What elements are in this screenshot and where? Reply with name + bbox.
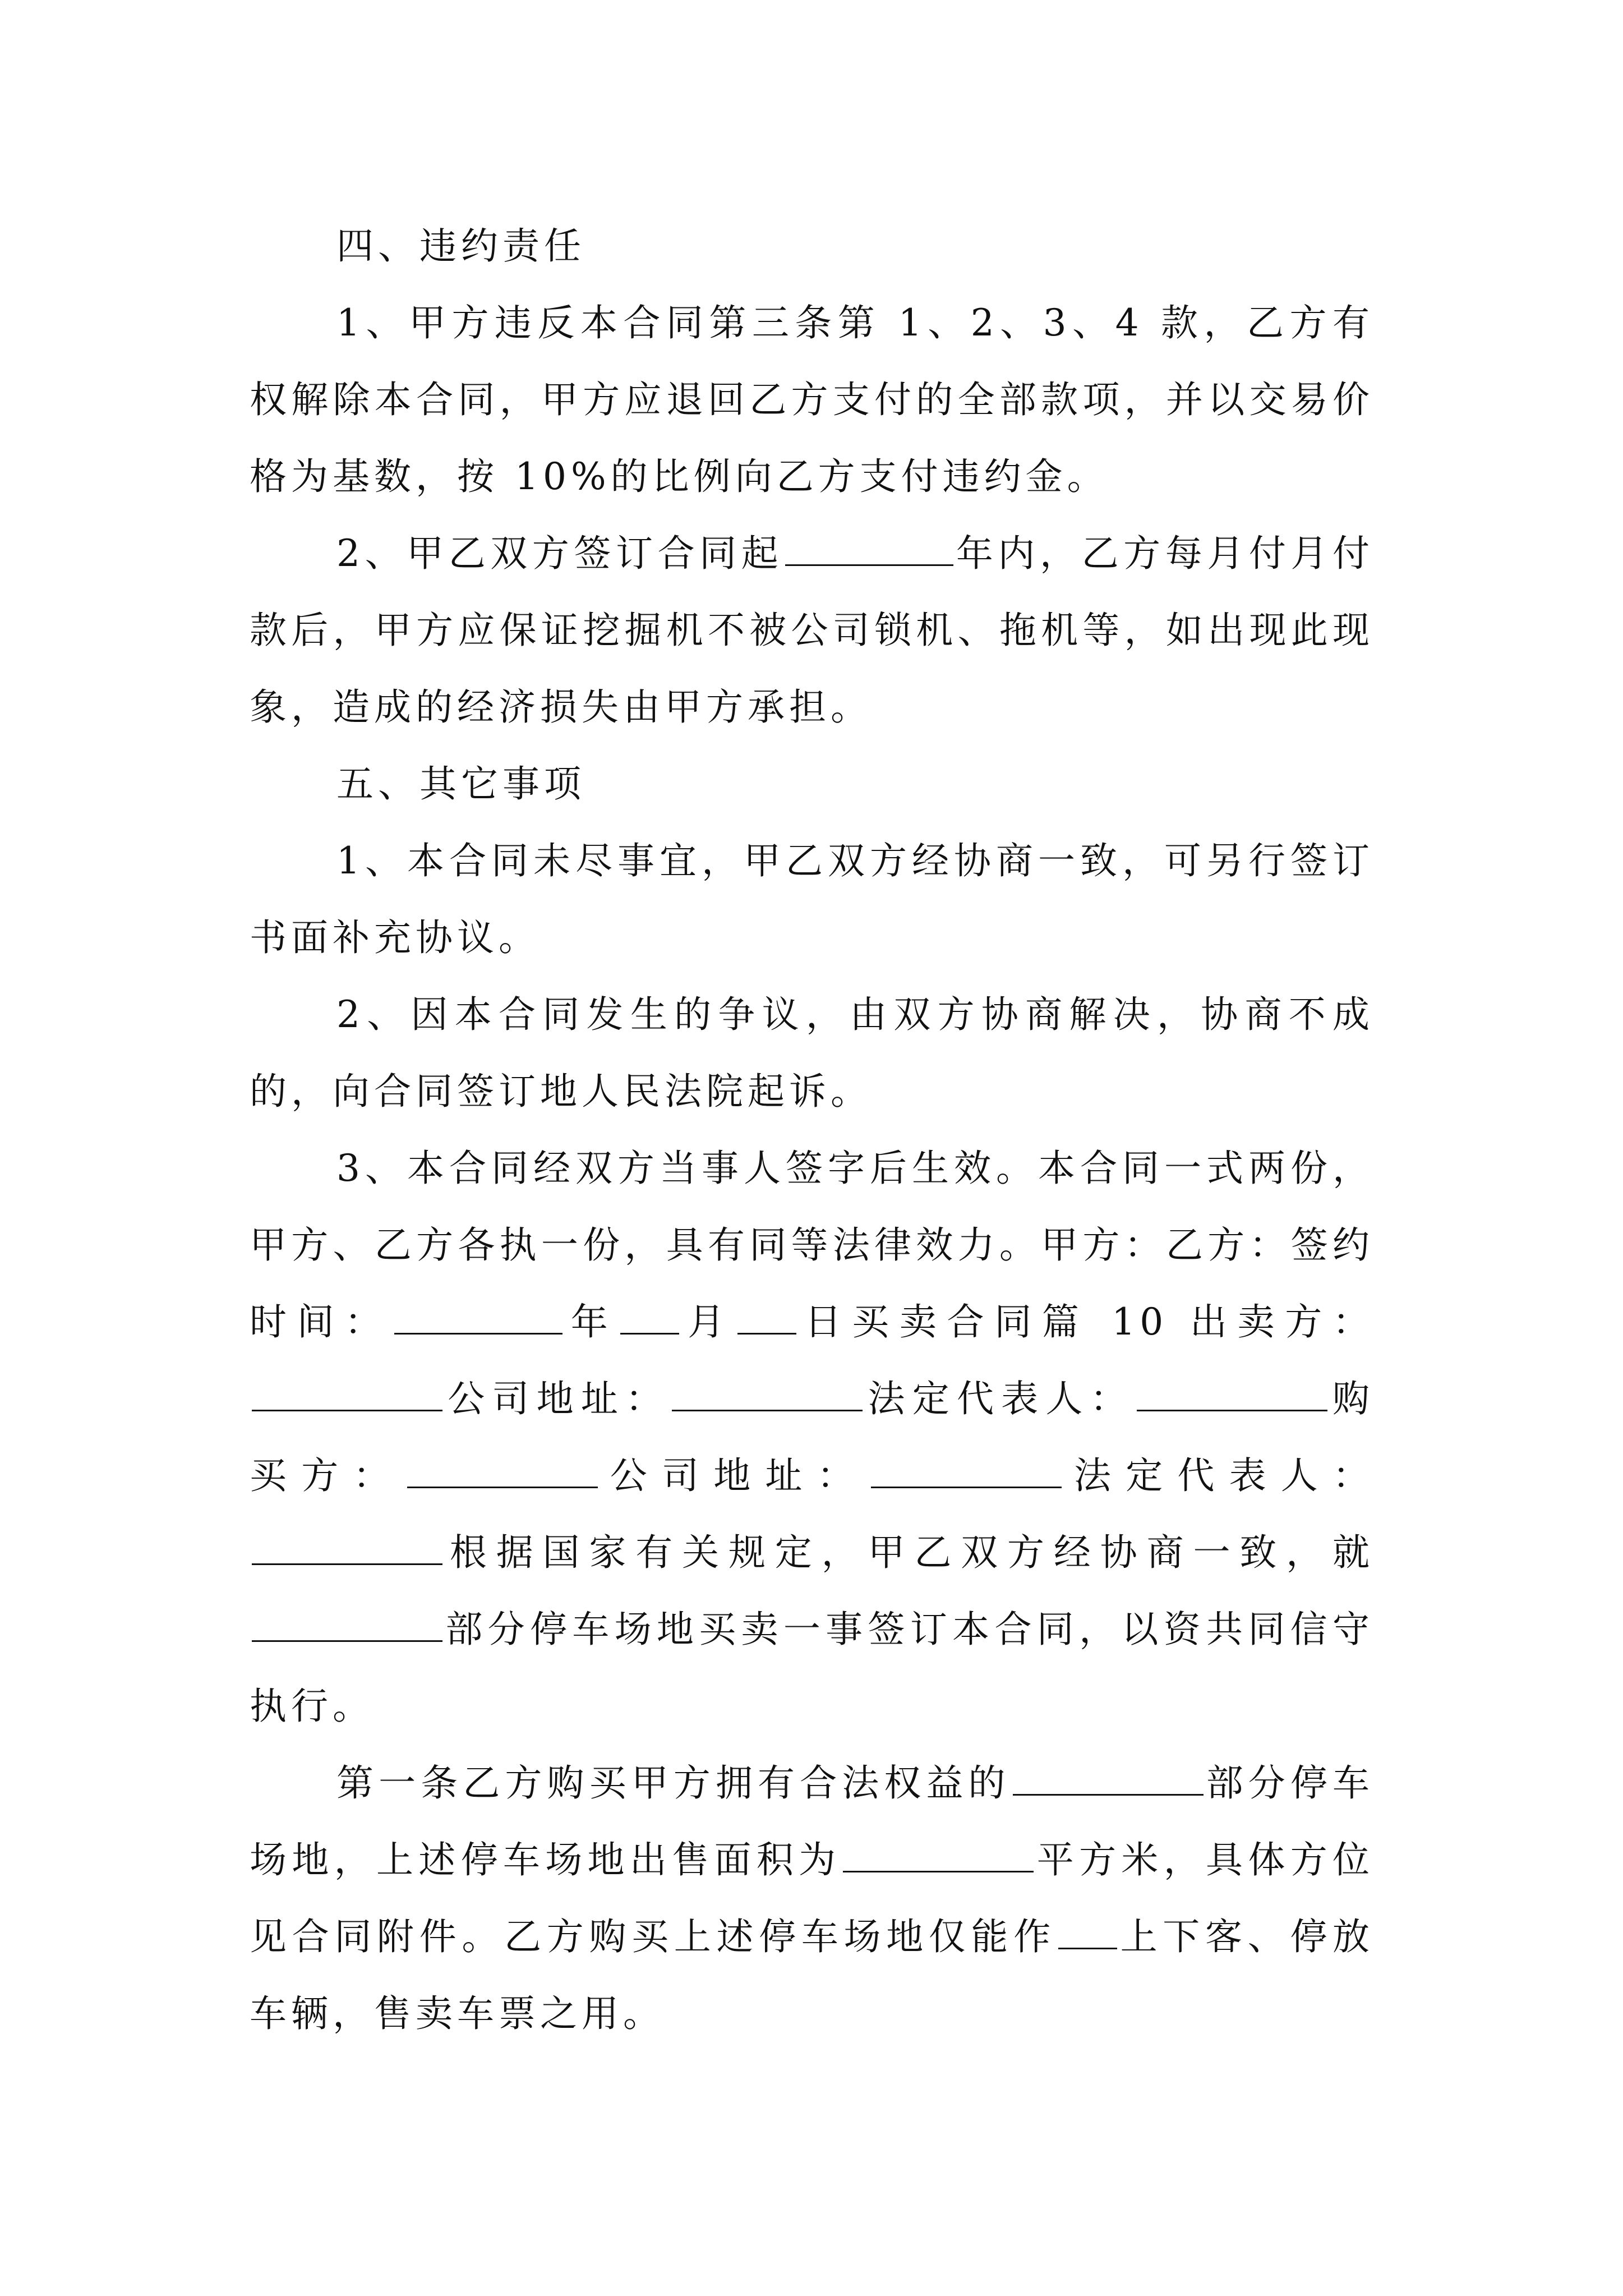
fill-blank-sign-day[interactable] bbox=[737, 1299, 796, 1335]
fill-blank-seller-address[interactable] bbox=[672, 1376, 863, 1411]
document-page bbox=[250, 208, 1374, 2052]
seller-representative-label: 法定代表人： bbox=[865, 1377, 1135, 1420]
fill-blank-seller[interactable] bbox=[252, 1376, 442, 1411]
section-5-heading bbox=[250, 746, 1374, 822]
section-4-paragraph-2-text-b: 年内，乙方每月付月付款后，甲方应保证挖掘机不被公司锁机、拖机等，如出现此现象，造成的经济损失由甲方承担。 bbox=[250, 532, 1374, 729]
section-4-paragraph-2 bbox=[250, 515, 1374, 746]
section-5-heading-text: 五、其它事项 bbox=[336, 762, 585, 806]
section-4-heading-text: 四、违约责任 bbox=[336, 224, 585, 268]
fill-blank-buyer-representative[interactable] bbox=[252, 1530, 442, 1565]
buyer-address-label: 公司地址： bbox=[600, 1454, 869, 1497]
article-1-paragraph bbox=[250, 1745, 1374, 2052]
buyer-label: 购买方： bbox=[250, 1377, 1375, 1497]
fill-blank-sign-year[interactable] bbox=[394, 1299, 562, 1335]
article-1-text-d: 上下客、停放车辆，售卖车票之用。 bbox=[250, 1915, 1375, 2035]
section-4-heading bbox=[250, 208, 1374, 284]
fill-blank-parking-section[interactable] bbox=[1013, 1760, 1204, 1796]
fill-blank-buyer-address[interactable] bbox=[871, 1453, 1062, 1488]
buyer-representative-label: 法定代表人： bbox=[1063, 1454, 1375, 1497]
fill-blank-seller-representative[interactable] bbox=[1137, 1376, 1327, 1411]
section-5-paragraph-3-text-a: 3、本合同经双方当事人签字后生效。本合同一式两份，甲方、乙方各执一份，具有同等法律效力。甲方：乙方：签约时间： bbox=[250, 1147, 1374, 1343]
fill-blank-usage[interactable] bbox=[1058, 1914, 1117, 1949]
fill-blank-parking-part[interactable] bbox=[252, 1607, 442, 1642]
article-1-text-c: 平方米，具体方位见合同附件。乙方购买上述停车场地仅能作 bbox=[250, 1838, 1375, 1958]
year-label: 年 bbox=[565, 1300, 619, 1343]
section-5-paragraph-3-text-i: 部分停车场地买卖一事签订本合同，以资共同信守执行。 bbox=[250, 1608, 1374, 1728]
section-4-paragraph-1 bbox=[250, 284, 1374, 515]
fill-blank-buyer[interactable] bbox=[407, 1453, 598, 1488]
article-1-text-a: 第一条乙方购买甲方拥有合法权益的 bbox=[336, 1761, 1011, 1805]
fill-blank-area[interactable] bbox=[843, 1837, 1034, 1872]
section-5-paragraph-2-text: 2、因本合同发生的争议，由双方协商解决，协商不成的，向合同签订地人民法院起诉。 bbox=[250, 993, 1374, 1113]
section-5-paragraph-1-text: 1、本合同未尽事宜，甲乙双方经协商一致，可另行签订书面补充协议。 bbox=[250, 839, 1374, 959]
section-4-paragraph-1-text: 1、甲方违反本合同第三条第 1、2、3、4 款，乙方有权解除本合同，甲方应退回乙方支付的全部款项，并以交易价格为基数，按 10%的比例向乙方支付违约金。 bbox=[250, 301, 1374, 498]
section-5-paragraph-1 bbox=[250, 822, 1374, 976]
section-4-paragraph-2-text-a: 2、甲乙双方签订合同起 bbox=[336, 532, 783, 575]
fill-blank-sign-month[interactable] bbox=[620, 1299, 679, 1335]
section-5-paragraph-2 bbox=[250, 976, 1374, 1130]
article-1-text-b: 部分停车场地，上述停车场地出售面积为 bbox=[250, 1761, 1375, 1881]
section-5-paragraph-3 bbox=[250, 1130, 1374, 1745]
month-label: 月 bbox=[681, 1300, 735, 1343]
fill-blank-years[interactable] bbox=[785, 531, 953, 566]
section-5-paragraph-3-text-h: 根据国家有关规定，甲乙双方经协商一致，就 bbox=[445, 1531, 1374, 1574]
section-5-paragraph-3-text-b: 日买卖合同篇 10 出卖方： bbox=[798, 1300, 1374, 1343]
seller-address-label: 公司地址： bbox=[445, 1377, 670, 1420]
